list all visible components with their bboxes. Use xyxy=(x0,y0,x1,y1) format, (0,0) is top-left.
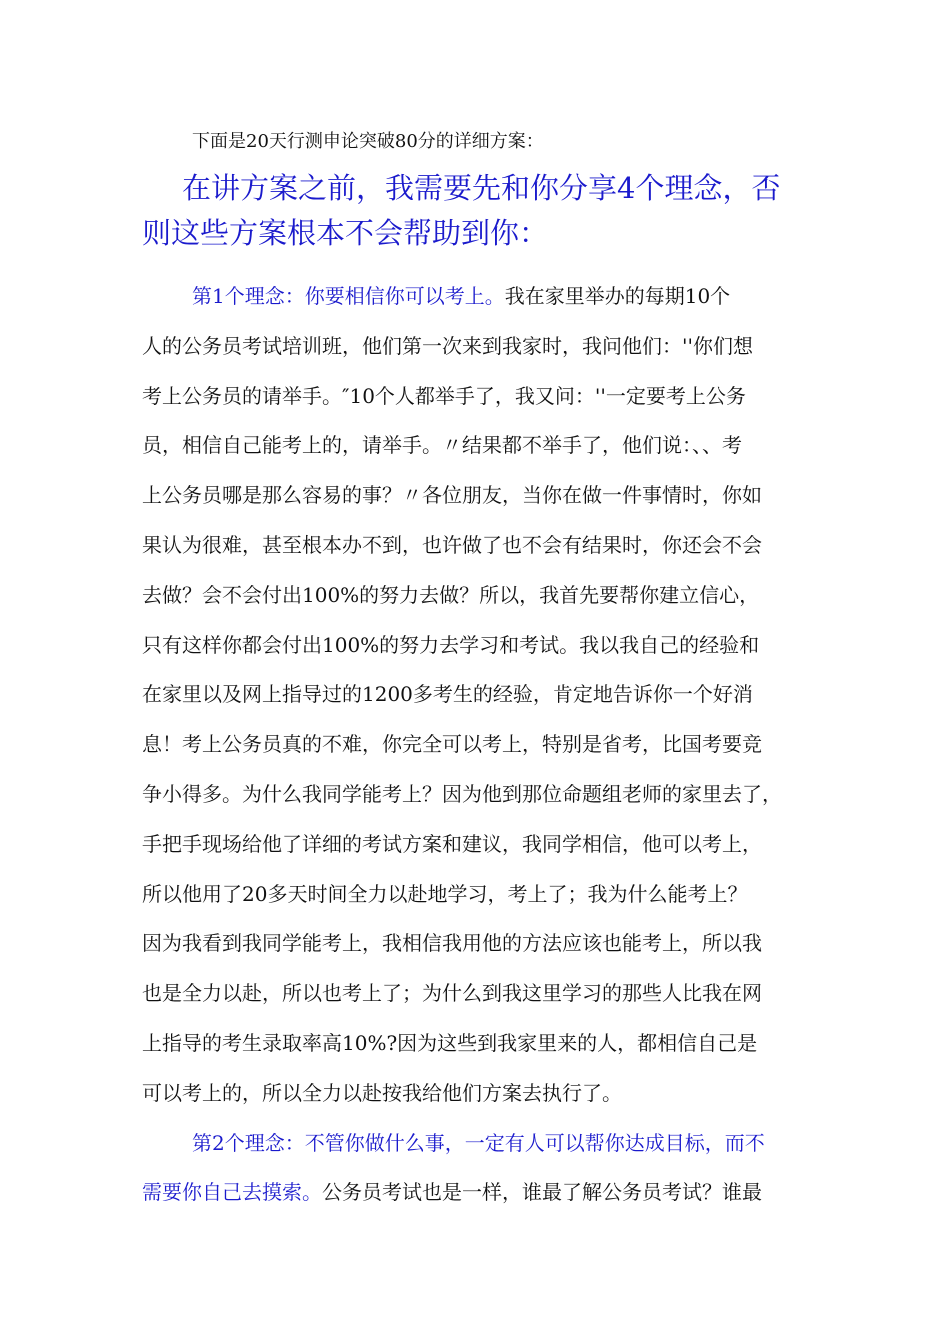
paragraph-line: 去做？会不会付出100%的努力去做？所以，我首先要帮你建立信心， xyxy=(142,582,760,607)
concept-1-first-line xyxy=(142,272,832,322)
concept-2-line-2 xyxy=(142,1168,832,1218)
paragraph-line: 上公务员哪是那么容易的事？〃各位朋友，当你在做一件事情时，你如 xyxy=(142,483,762,508)
intro-line: 下面是20天行测申论突破80分的详细方案： xyxy=(192,131,544,152)
concept-1-first-rest: 我在家里举办的每期10个 xyxy=(504,284,731,308)
paragraph-line: 因为我看到我同学能考上，我相信我用他的方法应该也能考上，所以我 xyxy=(142,931,762,956)
paragraph-line: 只有这样你都会付出100%的努力去学习和考试。我以我自己的经验和 xyxy=(142,632,760,657)
paragraph-line: 员，相信自己能考上的，请举手。〃结果都不举手了，他们说：、、考 xyxy=(142,433,742,458)
heading-line-1: 在讲方案之前，我需要先和你分享4个理念，否 xyxy=(182,171,781,205)
concept-1-title: 第1个理念：你要相信你可以考上。 xyxy=(192,284,505,308)
paragraph-line: 果认为很难，甚至根本办不到，也许做了也不会有结果时，你还会不会 xyxy=(142,532,762,557)
paragraph-line: 人的公务员考试培训班，他们第一次来到我家时，我问他们：''你们想 xyxy=(142,333,753,358)
concept-2-rest: 公务员考试也是一样，谁最了解公务员考试？谁最 xyxy=(322,1180,762,1205)
paragraph-line: 也是全力以赴，所以也考上了；为什么到我这里学习的那些人比我在网 xyxy=(142,981,762,1006)
paragraph-line: 上指导的考生录取率高10%?因为这些到我家里来的人，都相信自己是 xyxy=(142,1030,758,1055)
paragraph-line: 所以他用了20多天时间全力以赴地学习，考上了；我为什么能考上？ xyxy=(142,881,748,906)
body-text xyxy=(142,272,832,1218)
concept-2-title-line-1: 第2个理念：不管你做什么事，一定有人可以帮你达成目标，而不 xyxy=(192,1130,765,1155)
paragraph-line: 考上公务员的请举手。″10个人都举手了，我又问：''一定要考上公务 xyxy=(142,383,746,408)
paragraph-line: 争小得多。为什么我同学能考上？因为他到那位命题组老师的家里去了， xyxy=(142,781,782,806)
heading-line-2: 则这些方案根本不会帮助到你： xyxy=(142,216,549,250)
section-heading xyxy=(142,166,822,256)
paragraph-line: 手把手现场给他了详细的考试方案和建议，我同学相信，他可以考上， xyxy=(142,831,762,856)
paragraph-line: 息！考上公务员真的不难，你完全可以考上，特别是省考，比国考要竞 xyxy=(142,732,762,757)
paragraph-line: 可以考上的，所以全力以赴按我给他们方案去执行了。 xyxy=(142,1080,622,1105)
concept-2-title-line-2: 需要你自己去摸索。 xyxy=(142,1180,322,1205)
paragraph-line: 在家里以及网上指导过的1200多考生的经验，肯定地告诉你一个好消 xyxy=(142,682,753,707)
